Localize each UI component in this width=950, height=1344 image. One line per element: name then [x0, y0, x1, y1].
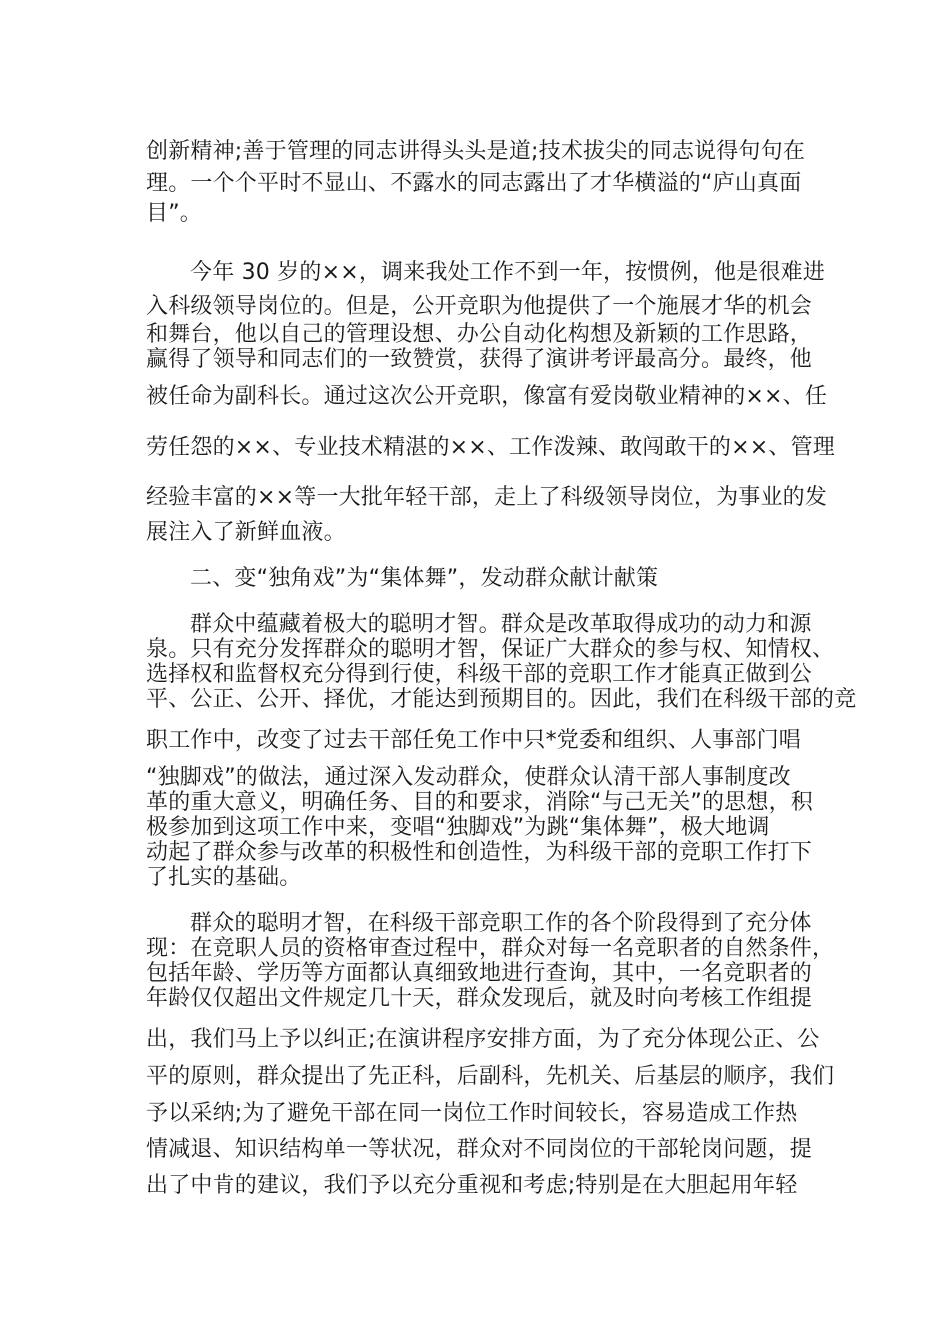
text-line: 泉。只有充分发挥群众的聪明才智，保证广大群众的参与权、知情权、: [146, 637, 835, 662]
text-line: 创新精神;善于管理的同志讲得头头是道;技术拔尖的同志说得句句在: [146, 139, 806, 164]
text-line: 今年 30 岁的××，调来我处工作不到一年，按惯例，他是很难进: [190, 260, 826, 285]
text-line: 平、公正、公开、择优，才能达到预期目的。因此，我们在科级干部的竞: [146, 687, 857, 712]
text-line: 现：在竞职人员的资格审查过程中，群众对每一名竞职者的自然条件，: [146, 936, 835, 961]
text-line: 出，我们马上予以纠正;在演讲程序安排方面，为了充分体现公正、公: [146, 1027, 820, 1052]
text-line: 动起了群众参与改革的积极性和创造性，为科级干部的竞职工作打下: [146, 840, 813, 865]
text-line: 予以采纳;为了避免干部在同一岗位工作时间较长，容易造成工作热: [146, 1101, 798, 1126]
section-heading: 二、变“独角戏”为“集体舞”，发动群众献计献策: [190, 566, 659, 591]
text-line: 选择权和监督权充分得到行使，科级干部的竞职工作才能真正做到公: [146, 662, 813, 687]
text-line: 劳任怨的××、专业技术精湛的××、工作泼辣、敢闯敢干的××、管理: [146, 435, 836, 460]
text-line: 了扎实的基础。: [146, 865, 302, 890]
text-line: 被任命为副科长。通过这次公开竞职，像富有爱岗敬业精神的××、任: [146, 384, 828, 409]
text-line: 目”。: [146, 201, 202, 226]
text-line: 年龄仅仅超出文件规定几十天，群众发现后，就及时向考核工作组提: [146, 986, 813, 1011]
text-line: 平的原则，群众提出了先正科，后副科，先机关、后基层的顺序，我们: [146, 1064, 835, 1089]
text-line: 情减退、知识结构单一等状况，群众对不同岗位的干部轮岗问题，提: [146, 1137, 813, 1162]
text-line: 和舞台，他以自己的管理设想、办公自动化构想及新颖的工作思路，: [146, 322, 813, 347]
text-line: 出了中肯的建议，我们予以充分重视和考虑;特别是在大胆起用年轻: [146, 1173, 798, 1198]
text-line: 经验丰富的××等一大批年轻干部，走上了科级领导岗位，为事业的发: [146, 485, 828, 510]
text-line: “独脚戏”的做法，通过深入发动群众，使群众认清干部人事制度改: [146, 765, 791, 790]
text-line: 极参加到这项工作中来，变唱“独脚戏”为跳“集体舞”，极大地调: [146, 815, 770, 840]
text-line: 入科级领导岗位的。但是，公开竞职为他提供了一个施展才华的机会: [146, 294, 813, 319]
text-line: 包括年龄、学历等方面都认真细致地进行查询，其中，一名竞职者的: [146, 961, 813, 986]
text-line: 革的重大意义，明确任务、目的和要求，消除“与己无关”的思想，积: [146, 790, 813, 815]
text-line: 群众中蕴藏着极大的聪明才智。群众是改革取得成功的动力和源: [190, 612, 812, 637]
text-line: 职工作中，改变了过去干部任免工作中只*党委和组织、人事部门唱: [146, 728, 802, 753]
text-line: 理。一个个平时不显山、不露水的同志露出了才华横溢的“庐山真面: [146, 171, 802, 196]
text-line: 赢得了领导和同志们的一致赞赏，获得了演讲考评最高分。最终，他: [146, 347, 813, 372]
text-line: 群众的聪明才智，在科级干部竞职工作的各个阶段得到了充分体: [190, 911, 812, 936]
text-line: 展注入了新鲜血液。: [146, 520, 346, 545]
